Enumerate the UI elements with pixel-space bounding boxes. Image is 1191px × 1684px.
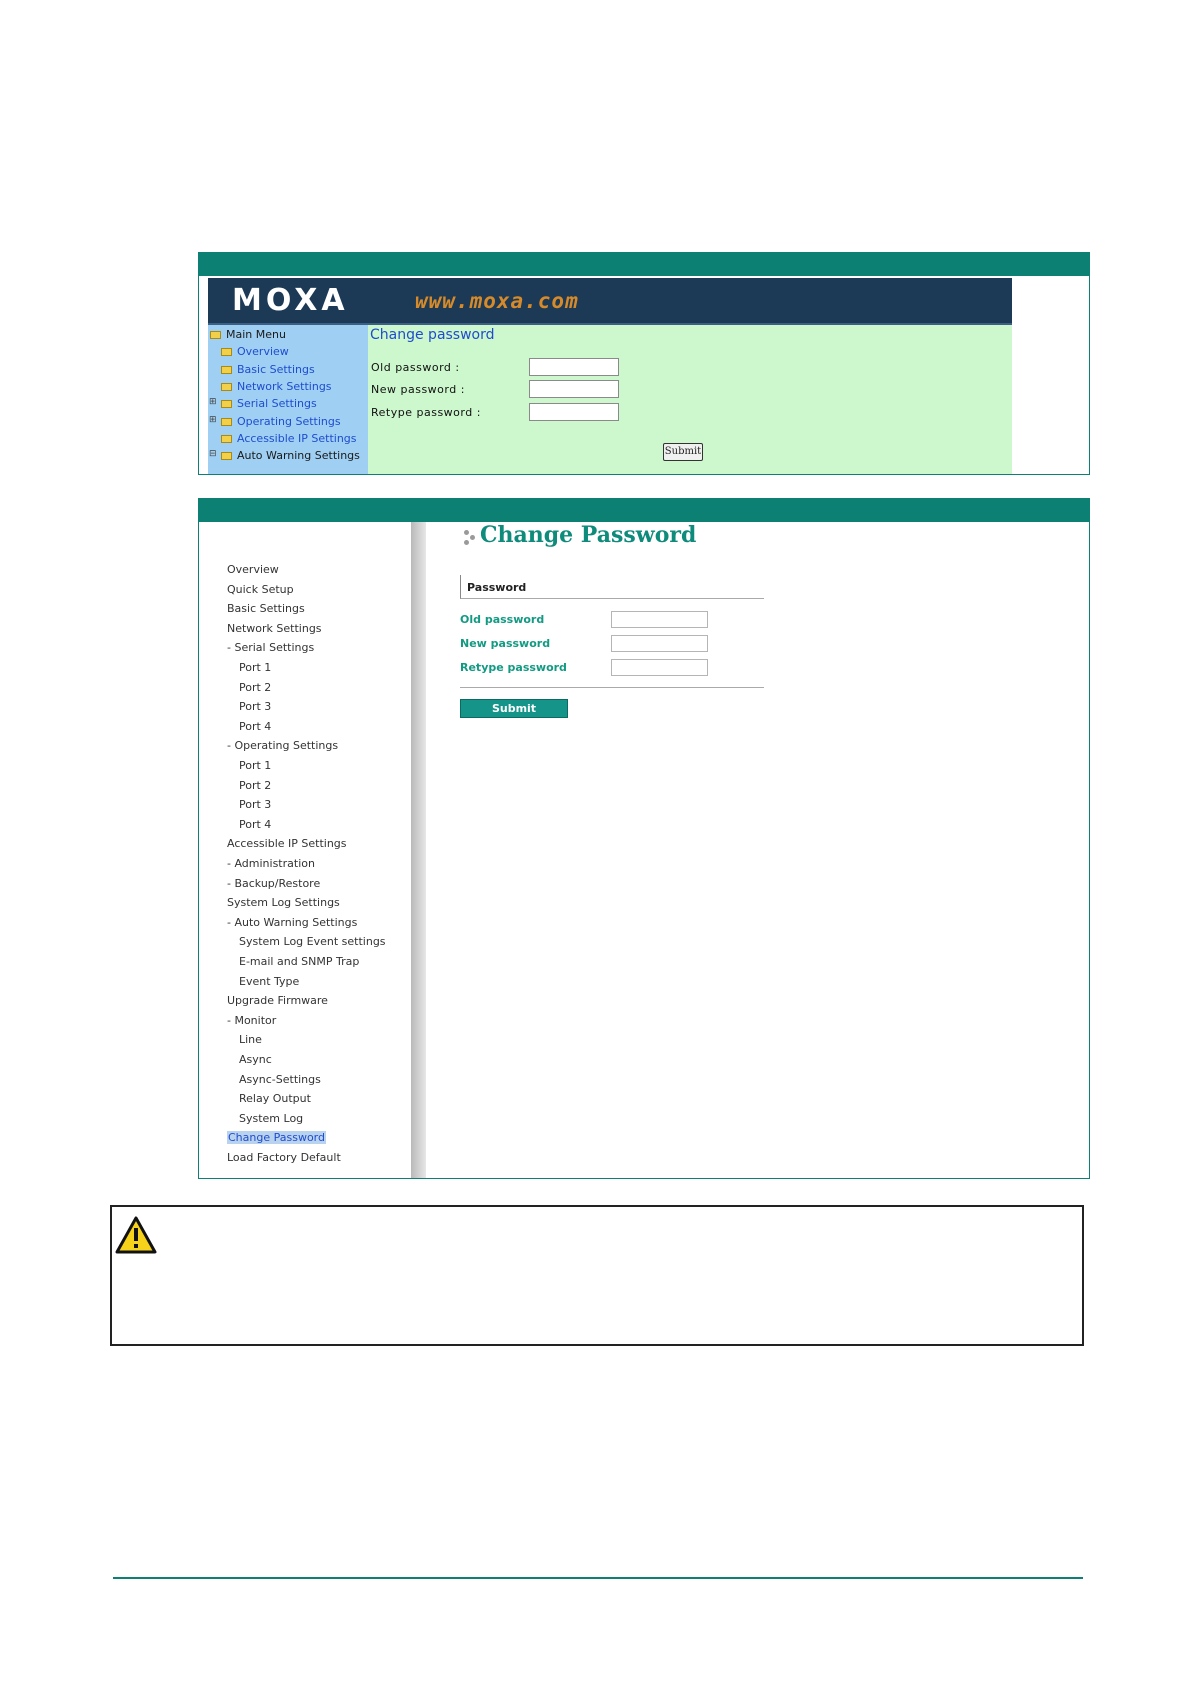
submit-button[interactable]: Submit — [460, 699, 568, 718]
nav-item[interactable]: Port 3 — [239, 700, 272, 714]
nav-item[interactable]: Overview — [227, 563, 279, 576]
title-bullet-icon — [464, 530, 478, 546]
moxa-banner — [208, 278, 1012, 325]
legacy-page-title: Change password — [370, 327, 495, 343]
folder-icon — [221, 366, 232, 374]
tree-expander-icon[interactable]: ⊞ — [209, 397, 217, 408]
menu-item[interactable] — [221, 415, 341, 428]
new-password-label: New password : — [371, 383, 465, 396]
folder-icon — [221, 348, 232, 356]
menu-item[interactable] — [221, 345, 289, 358]
figure-header-bar — [199, 253, 1089, 276]
nav-item[interactable]: Relay Output — [239, 1092, 311, 1106]
menu-item-label: Basic Settings — [237, 362, 315, 376]
nav-item[interactable]: Upgrade Firmware — [227, 994, 328, 1008]
menu-item-label: Serial Settings — [237, 397, 317, 411]
new-password-input[interactable] — [529, 380, 619, 398]
old-password-input[interactable] — [611, 611, 708, 628]
legacy-console-window — [208, 278, 1012, 474]
figure-new-console — [198, 498, 1090, 1179]
nav-item[interactable]: Port 1 — [239, 759, 272, 772]
tree-expander-icon[interactable]: ⊟ — [209, 449, 217, 460]
sidebar-divider — [411, 522, 426, 1178]
folder-icon — [221, 383, 232, 391]
nav-item[interactable]: E-mail and SNMP Trap — [239, 955, 360, 968]
menu-item[interactable] — [221, 380, 332, 393]
nav-item[interactable]: Basic Settings — [227, 602, 305, 616]
legacy-main-menu — [208, 325, 368, 474]
menu-item[interactable] — [221, 363, 315, 376]
nav-item[interactable]: - Serial Settings — [227, 641, 315, 655]
nav-item[interactable]: Port 1 — [239, 661, 272, 674]
nav-item[interactable]: System Log Settings — [227, 896, 340, 910]
old-password-input[interactable] — [529, 358, 619, 376]
nav-item[interactable]: Port 2 — [239, 778, 272, 792]
page-title: Change Password — [480, 522, 697, 548]
nav-item[interactable]: Port 3 — [239, 798, 272, 812]
menu-item[interactable] — [221, 432, 357, 445]
folder-icon — [221, 452, 232, 460]
nav-item[interactable]: Network Settings — [227, 621, 322, 635]
nav-item[interactable]: Load Factory Default — [227, 1151, 341, 1164]
figure-header-bar — [199, 499, 1089, 522]
tree-expander-icon[interactable]: ⊞ — [209, 414, 217, 425]
folder-icon — [221, 418, 232, 426]
retype-password-label: Retype password : — [371, 406, 481, 419]
folder-icon — [221, 435, 232, 443]
menu-item-label: Auto Warning Settings — [237, 449, 360, 463]
menu-item-label: Network Settings — [237, 379, 332, 393]
moxa-logo: MOXA — [232, 283, 349, 318]
nav-item-selected[interactable]: Change Password — [228, 1131, 325, 1145]
footer-rule — [113, 1577, 1083, 1579]
new-password-input[interactable] — [611, 635, 708, 652]
nav-item[interactable]: - Auto Warning Settings — [227, 915, 358, 929]
new-password-label: New password — [460, 637, 551, 650]
menu-item-label: Main Menu — [226, 328, 286, 341]
menu-item-label: Overview — [237, 345, 289, 359]
nav-item[interactable]: Port 2 — [239, 680, 272, 694]
nav-item[interactable]: Port 4 — [239, 719, 272, 733]
legacy-content-panel — [368, 325, 1012, 474]
menu-item-label: Accessible IP Settings — [237, 431, 357, 445]
old-password-label: Old password — [460, 613, 545, 626]
nav-item[interactable]: Port 4 — [239, 817, 272, 831]
nav-item[interactable]: - Administration — [227, 857, 315, 870]
nav-item[interactable]: System Log Event settings — [239, 935, 386, 949]
form-divider — [460, 687, 764, 688]
nav-item[interactable]: - Operating Settings — [227, 739, 339, 753]
nav-item[interactable]: Async — [239, 1053, 272, 1066]
moxa-url[interactable]: www.moxa.com — [415, 289, 579, 313]
nav-item[interactable]: Event Type — [239, 974, 300, 988]
nav-item[interactable]: - Backup/Restore — [227, 876, 321, 890]
nav-item[interactable]: Accessible IP Settings — [227, 837, 347, 851]
menu-item[interactable] — [210, 328, 286, 341]
old-password-label: Old password : — [371, 361, 460, 374]
nav-item[interactable]: Async-Settings — [239, 1072, 321, 1086]
retype-password-label: Retype password — [460, 661, 567, 674]
menu-item[interactable] — [221, 449, 360, 462]
warning-icon — [115, 1216, 157, 1254]
nav-item[interactable]: System Log — [239, 1111, 304, 1125]
attention-box — [110, 1205, 1084, 1346]
menu-item-label: Operating Settings — [237, 414, 341, 428]
nav-item[interactable]: Line — [239, 1033, 262, 1047]
retype-password-input[interactable] — [529, 403, 619, 421]
navigation-tree — [199, 522, 411, 1178]
figure-legacy-console — [198, 252, 1090, 475]
menu-item[interactable] — [221, 397, 317, 410]
nav-item[interactable]: Quick Setup — [227, 582, 294, 596]
folder-icon — [221, 400, 232, 408]
password-section-header: Password — [460, 575, 764, 599]
folder-icon — [210, 331, 221, 339]
submit-button[interactable]: Submit — [663, 443, 703, 461]
nav-item[interactable]: - Monitor — [227, 1013, 277, 1027]
retype-password-input[interactable] — [611, 659, 708, 676]
